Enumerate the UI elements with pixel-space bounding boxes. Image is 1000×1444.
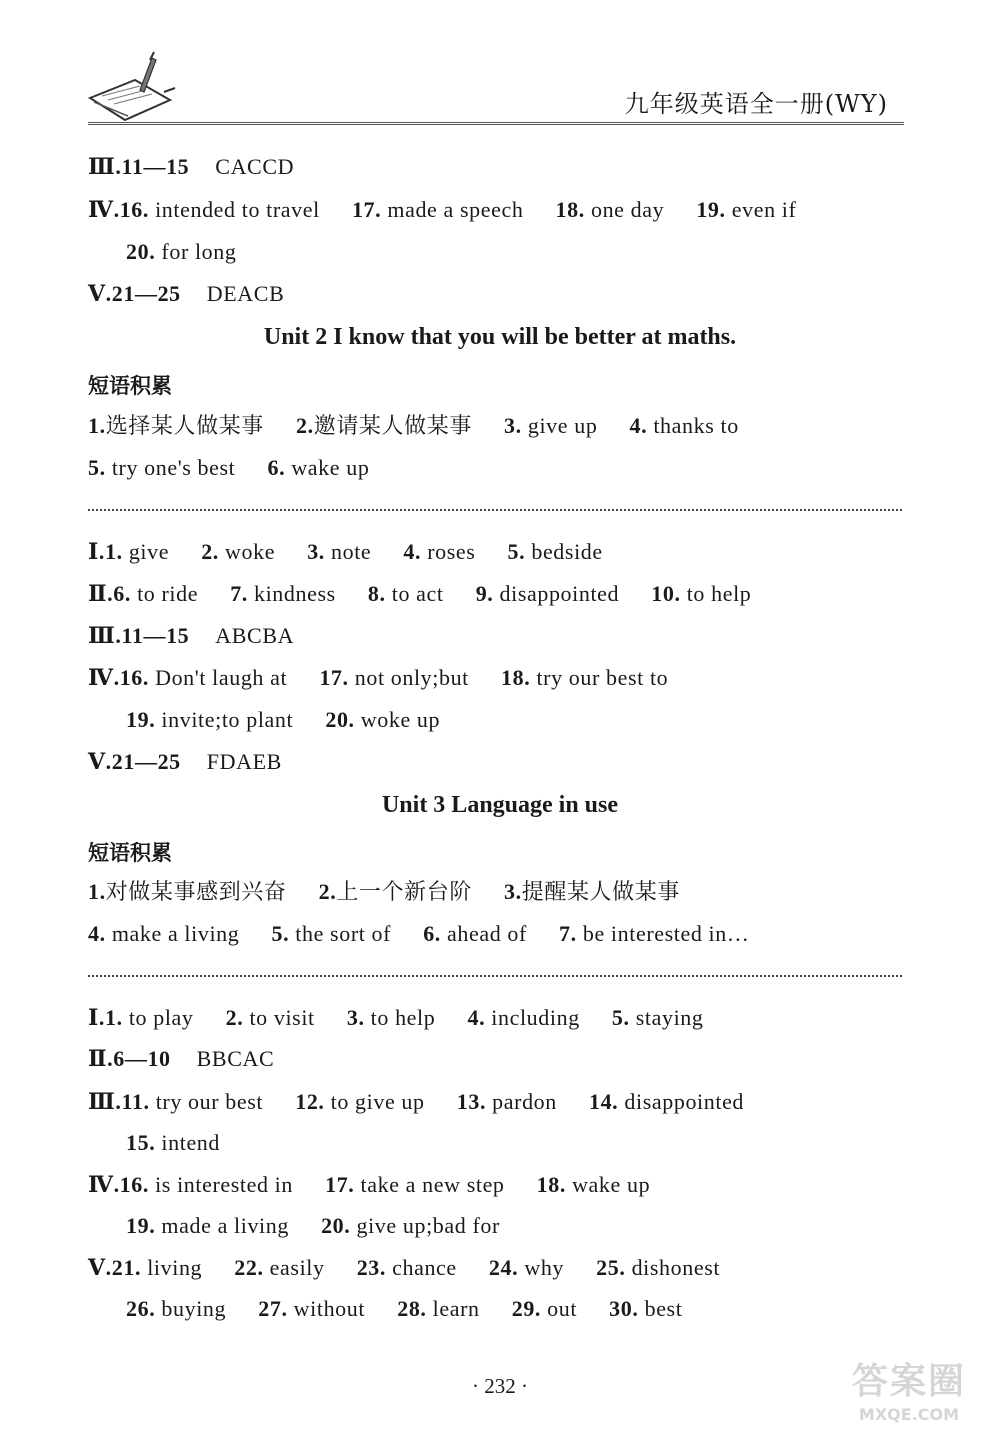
answer-row-unit2-III: Ⅲ.11—15 ABCBA	[88, 623, 295, 648]
unit2-phrases-label: 短语积累	[88, 374, 172, 398]
header-divider	[88, 122, 904, 125]
answer-row-unit2-I: Ⅰ.1. give 2. woke 3. note 4. roses 5. bedside	[88, 539, 603, 564]
answer-row-unit3-III-cont: 15. intend	[126, 1130, 221, 1155]
answer-row-unit3-I: Ⅰ.1. to play 2. to visit 3. to help 4. including 5. staying	[88, 1005, 704, 1030]
unit3-phrases-row2: 4. make a living 5. the sort of 6. ahead of 7. be interested in…	[88, 921, 750, 946]
page-header-title: 九年级英语全一册(WY)	[624, 90, 888, 118]
unit3-divider	[88, 975, 902, 977]
answer-row-unit1-V: Ⅴ.21—25 DEACB	[88, 281, 285, 306]
answer-row-unit2-IV-cont: 19. invite;to plant 20. woke up	[126, 707, 441, 732]
answer-row-unit2-V: Ⅴ.21—25 FDAEB	[88, 749, 282, 774]
answer-row-unit1-IV-cont: 20. for long	[126, 239, 237, 264]
answer-row-unit3-V-cont: 26. buying 27. without 28. learn 29. out 30. best	[126, 1296, 683, 1321]
pencil-notebook-icon	[80, 50, 180, 125]
answer-row-unit2-II: Ⅱ.6. to ride 7. kindness 8. to act 9. disappointed 10. to help	[88, 581, 752, 606]
watermark-url: MXQE.COM	[858, 1405, 960, 1424]
unit3-phrases-row1: 1.对做某事感到兴奋 2.上一个新台阶 3.提醒某人做某事	[88, 879, 680, 904]
page-number: · 232 ·	[472, 1374, 528, 1398]
answer-row-unit1-III: Ⅲ.11—15 CACCD	[88, 154, 295, 179]
unit3-phrases-label: 短语积累	[88, 841, 172, 865]
watermark-mark: 答案圈	[851, 1361, 966, 1402]
answer-row-unit3-III: Ⅲ.11. try our best 12. to give up 13. pardon 14. disappointed	[88, 1089, 745, 1114]
unit2-title: Unit 2 I know that you will be better at maths.	[263, 324, 737, 350]
answer-row-unit3-IV-cont: 19. made a living 20. give up;bad for	[126, 1213, 500, 1238]
answer-row-unit3-V: Ⅴ.21. living 22. easily 23. chance 24. why 25. dishonest	[88, 1255, 721, 1280]
unit2-divider	[88, 509, 902, 511]
answer-row-unit2-IV: Ⅳ.16. Don't laugh at 17. not only;but 18. try our best to	[88, 665, 669, 690]
answer-row-unit1-IV: Ⅳ.16. intended to travel 17. made a speech 18. one day 19. even if	[88, 197, 797, 222]
answer-row-unit3-II: Ⅱ.6—10 BBCAC	[88, 1046, 275, 1071]
answer-row-unit3-IV: Ⅳ.16. is interested in 17. take a new step 18. wake up	[88, 1172, 651, 1197]
watermark-logo	[834, 1359, 984, 1434]
unit2-phrases-row2: 5. try one's best 6. wake up	[88, 455, 370, 480]
unit2-phrases-row1: 1.选择某人做某事 2.邀请某人做某事 3. give up 4. thanks to	[88, 413, 739, 438]
unit3-title: Unit 3 Language in use	[381, 792, 619, 818]
